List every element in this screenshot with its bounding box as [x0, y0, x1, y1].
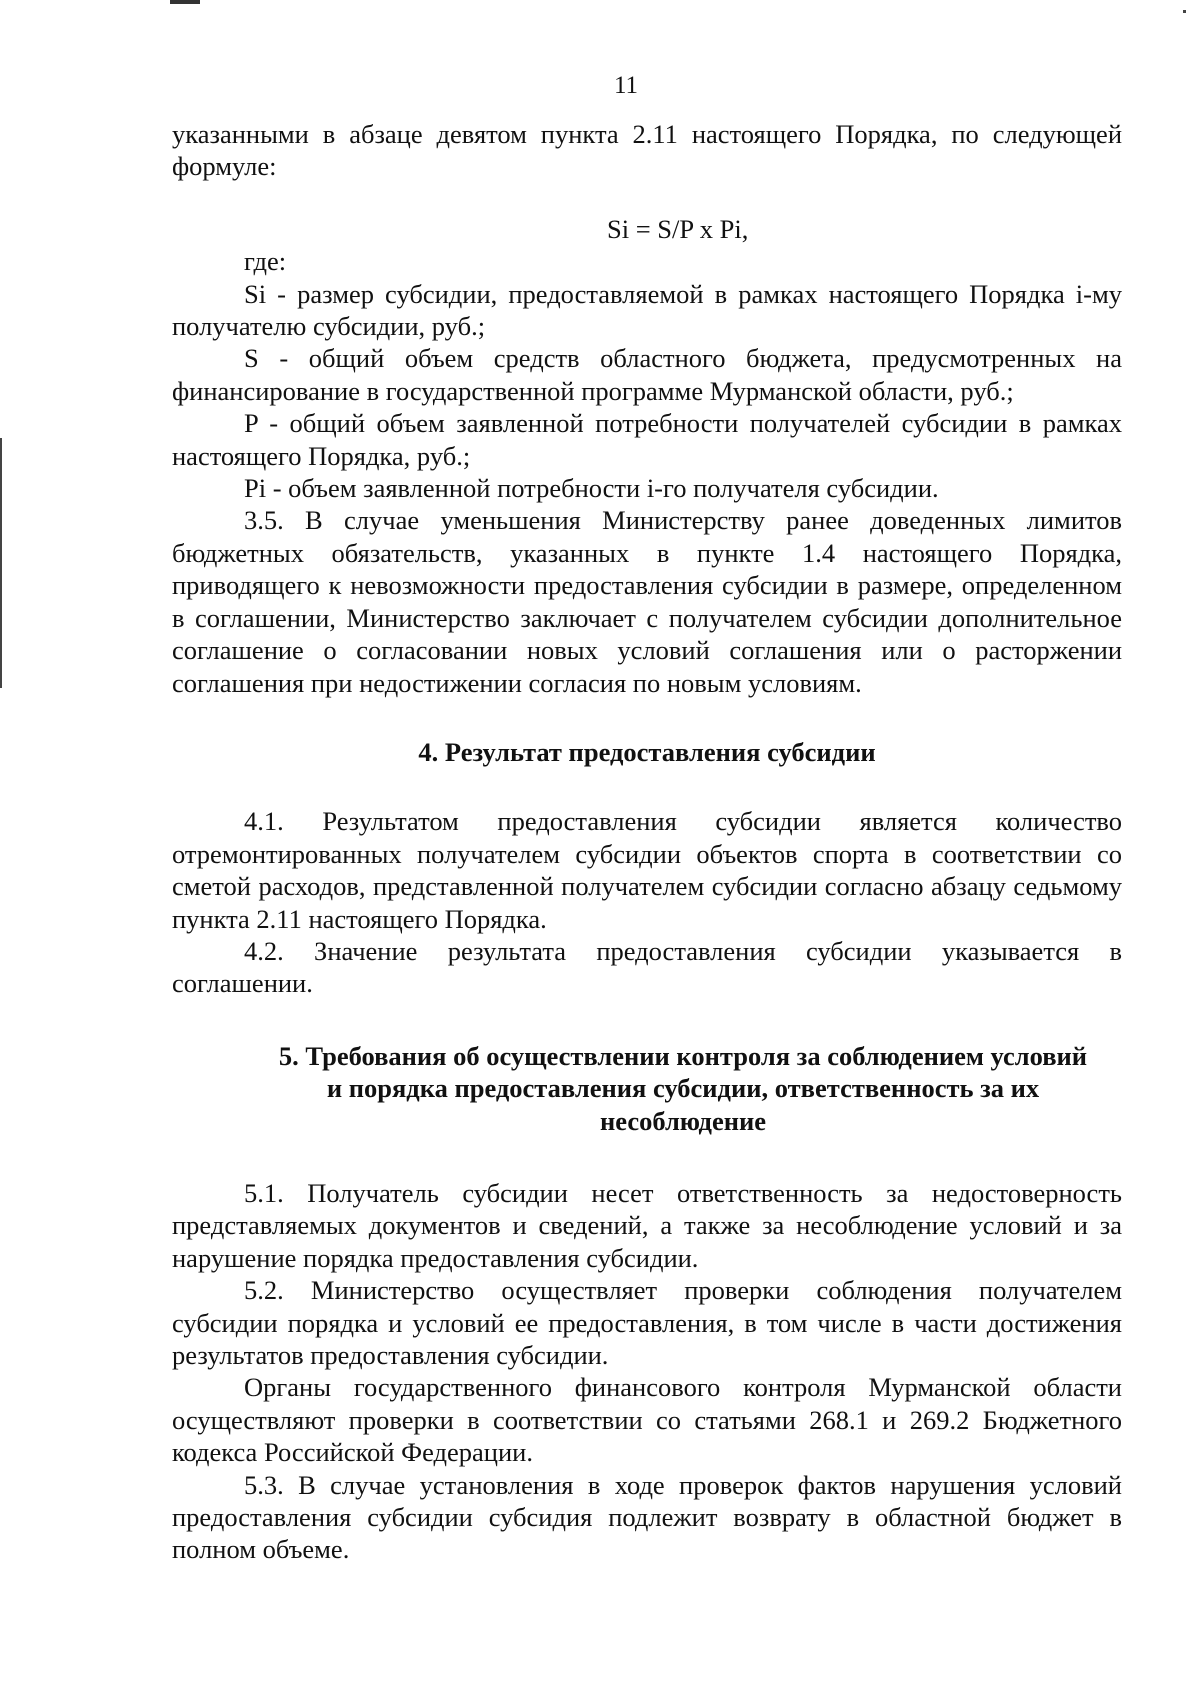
section-5-heading-line-3: несоблюдение	[599, 1105, 767, 1136]
definition-si: Si - размер субсидии, предоставляемой в рамках настоящего Порядка i-му получателю субсидии, руб.;	[172, 278, 1122, 342]
paragraph-5-2: 5.2. Министерство осуществляет проверки соблюдения получателем субсидии порядка и условий ее предоставления, в том числе в части достижения результатов предоставления субсидии.	[172, 1275, 1122, 1370]
definition-p: P - общий объем заявленной потребности получателей субсидии в рамках настоящего Порядка, руб.;	[172, 408, 1122, 471]
section-5-heading-line-2: и порядка предоставления субсидии, ответственность за их	[326, 1073, 1040, 1104]
definition-s: S - общий объем средств областного бюджета, предусмотренных на финансирование в государственной программе Мурманской области, руб.;	[172, 343, 1122, 406]
paragraph-4-2: 4.2. Значение результата предоставления субсидии указывается в соглашении.	[172, 935, 1122, 999]
formula: Si = S/P x Pi,	[607, 213, 749, 244]
paragraph-3-5: 3.5. В случае уменьшения Министерству ранее доведенных лимитов бюджетных обязательств, указанных в пункте 1.4 настоящего Порядка, приводящего к невозможности предоставления субсидии в размере, определенном в соглашении, Министерство заключает с получателем субсидии дополнительное соглашение о согласовании новых условий соглашения или о расторжении соглашения при недостижении согласия по новым условиям.	[172, 505, 1122, 698]
scan-artifact-right	[1183, 10, 1186, 13]
formula-where-label: где:	[244, 246, 287, 277]
paragraph-control-organs: Органы государственного финансового контроля Мурманской области осуществляют проверки в соответствии со статьями 268.1 и 269.2 Бюджетного кодекса Российской Федерации.	[172, 1372, 1122, 1468]
paragraph-5-1: 5.1. Получатель субсидии несет ответственность за недостоверность представляемых документов и сведений, а также за несоблюдение условий и за нарушение порядка предоставления субсидии.	[172, 1177, 1122, 1273]
definition-pi: Pi - объем заявленной потребности i-го получателя субсидии.	[244, 473, 939, 504]
section-5-heading-line-1: 5. Требования об осуществлении контроля за соблюдением условий	[278, 1040, 1088, 1071]
document-body	[172, 118, 1122, 1566]
paragraph-5-3: 5.3. В случае установления в ходе проверок фактов нарушения условий предоставления субсидии субсидия подлежит возврату в областной бюджет в полном объеме.	[172, 1469, 1122, 1565]
section-4-heading: 4. Результат предоставления субсидии	[418, 736, 876, 767]
scan-artifact-top	[170, 0, 200, 4]
page-number: 11	[613, 72, 639, 99]
paragraph-4-1: 4.1. Результатом предоставления субсидии является количество отремонтированных получателем субсидии объектов спорта в соответствии со сметой расходов, представленной получателем субсидии согласно абзацу седьмому пункта 2.11 настоящего Порядка.	[172, 806, 1122, 934]
paragraph-intro: указанными в абзаце девятом пункта 2.11 настоящего Порядка, по следующей формуле:	[172, 119, 1122, 182]
scan-margin-line	[0, 438, 2, 688]
section-5-heading	[172, 1040, 1122, 1137]
